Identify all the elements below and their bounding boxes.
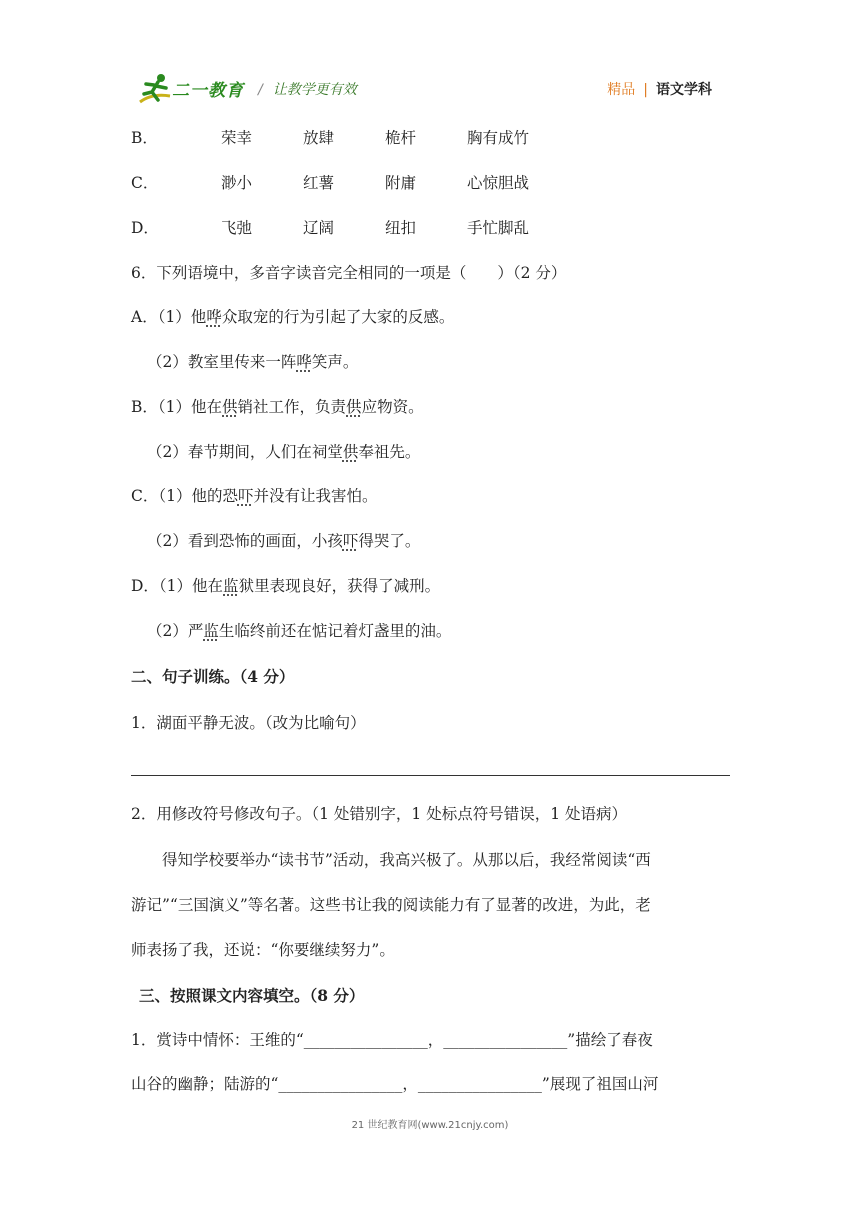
option-d-line	[131, 217, 529, 239]
option-word: 放肆	[303, 129, 335, 147]
text-segment: （2）教室里传来一阵	[147, 353, 297, 371]
text-segment: （2）看到恐怖的画面，小孩	[147, 532, 343, 550]
page-header	[130, 70, 730, 108]
option-word: 纽扣	[385, 219, 417, 237]
text-segment: 销社工作，负责	[237, 398, 347, 416]
slogan-text: 让教学更有效	[272, 82, 357, 98]
dotted-character: 监	[203, 622, 219, 640]
option-word: 心惊胆战	[467, 174, 530, 192]
q6-option-d-1	[131, 575, 440, 597]
option-word: 飞弛	[221, 219, 253, 237]
page-footer: 21 世纪教育网(www.21cnjy.com)	[351, 1120, 509, 1131]
option-word: 胸有成竹	[467, 129, 530, 147]
text-segment: 奉祖先。	[358, 443, 421, 461]
question-6: 6．下列语境中，多音字读音完全相同的一项是（ ）（2 分）	[131, 264, 567, 282]
option-word: 附庸	[385, 174, 417, 192]
dotted-character: 供	[222, 398, 238, 416]
text-segment: 得哭了。	[358, 532, 421, 550]
header-separator: |	[643, 82, 648, 98]
text-segment: （2）严	[147, 622, 204, 640]
text-segment: （2）春节期间，人们在祠堂	[147, 443, 343, 461]
option-word: 辽阔	[303, 219, 335, 237]
subject-label: 语文学科	[656, 82, 712, 98]
q6-option-a-1	[131, 306, 454, 328]
q6-option-b-2	[147, 441, 420, 463]
q6-option-c-1	[131, 485, 378, 507]
section-2-heading: 二、句子训练。（4 分）	[131, 667, 295, 686]
dotted-character: 吓	[237, 487, 254, 505]
section-3-question-1-cont: 山谷的幽静；陆游的“________________，________________”展现了祖国山河	[131, 1075, 659, 1093]
text-segment: B．（1）他在	[131, 398, 223, 416]
option-word: 桅杆	[385, 129, 417, 147]
option-word: 红薯	[303, 174, 335, 192]
section-3-question-1: 1．赏诗中情怀：王维的“________________，________________”描绘了春夜	[131, 1031, 653, 1049]
text-segment: 笑声。	[311, 353, 359, 371]
text-segment: 狱里表现良好，获得了减刑。	[238, 577, 441, 595]
option-word: 渺小	[221, 174, 253, 192]
paragraph-line: 得知学校要举办“读书节”活动，我高兴极了。从那以后，我经常阅读“西	[162, 851, 651, 869]
q6-option-a-2	[147, 351, 358, 373]
dotted-character: 供	[342, 443, 359, 461]
q6-option-b-1	[131, 396, 424, 418]
paragraph-line: 师表扬了我，还说：“你要继续努力”。	[131, 941, 395, 959]
dotted-character: 哗	[296, 353, 312, 371]
option-label: D．	[131, 219, 159, 237]
subject-tag	[607, 79, 712, 99]
text-segment: C．（1）他的恐	[131, 487, 238, 505]
premium-label: 精品	[607, 82, 636, 98]
text-segment: A．（1）他	[131, 308, 207, 326]
slogan	[258, 79, 357, 99]
option-b-line	[131, 127, 529, 149]
section-2-question-1: 1．湖面平静无波。（改为比喻句）	[131, 714, 366, 732]
option-label: C．	[131, 174, 159, 192]
text-segment: 众取宠的行为引起了大家的反感。	[221, 308, 455, 326]
paragraph-line: 游记”“三国演义”等名著。这些书让我的阅读能力有了显著的改进，为此，老	[131, 896, 651, 914]
dotted-character: 监	[223, 577, 239, 595]
section-2-question-2: 2．用修改符号修改句子。（1 处错别字，1 处标点符号错误，1 处语病）	[131, 805, 627, 823]
text-segment: D．（1）他在	[131, 577, 224, 595]
dotted-character: 哗	[206, 308, 222, 326]
dotted-character: 吓	[342, 532, 359, 550]
q6-option-c-2	[147, 530, 420, 552]
option-label: B．	[131, 129, 158, 147]
slogan-slash: /	[258, 82, 263, 98]
option-word: 手忙脚乱	[467, 219, 530, 237]
option-c-line	[131, 172, 529, 194]
option-word: 荣幸	[221, 129, 253, 147]
section-3-heading: 三、按照课文内容填空。（8 分）	[139, 986, 365, 1005]
dotted-character: 供	[346, 398, 362, 416]
text-segment: 生临终前还在惦记着灯盏里的油。	[218, 622, 452, 640]
text-segment: 应物资。	[361, 398, 424, 416]
text-segment: 并没有让我害怕。	[253, 487, 378, 505]
q6-option-d-2	[147, 620, 451, 642]
logo-text: 二一教育	[172, 81, 244, 101]
answer-line[interactable]	[131, 775, 730, 776]
